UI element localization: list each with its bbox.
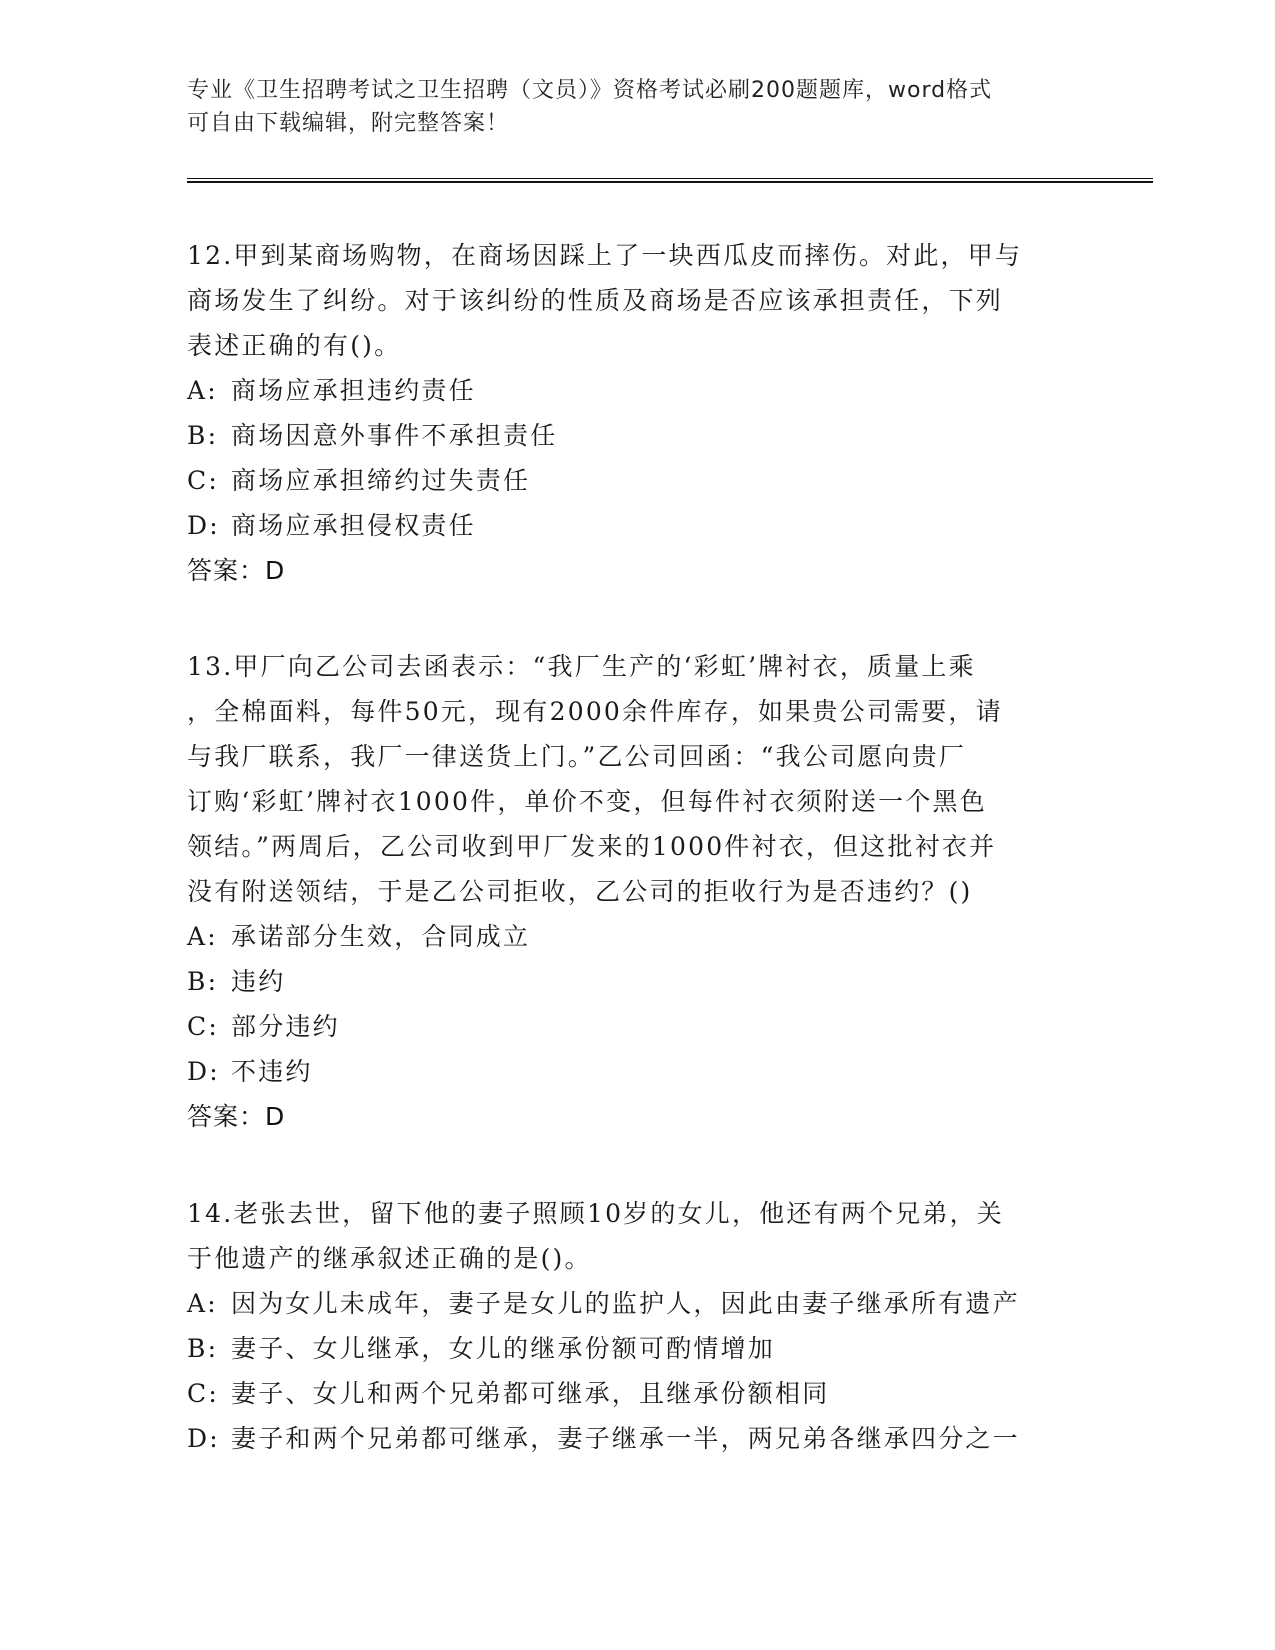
option-text: 商场应承担侵权责任 [231,511,476,540]
question-stem-line: 订购‘彩虹’牌衬衣1000件，单价不变，但每件衬衣须附送一个黑色 [187,787,987,816]
option-c [187,1004,1077,1049]
answer-label: 答案：D [187,556,286,585]
option-letter: B: [187,1334,219,1363]
option-letter: B: [187,421,219,450]
option-text: 妻子、女儿继承，女儿的继承份额可酌情增加 [231,1334,776,1363]
question-stem-line: 商场发生了纠纷。对于该纠纷的性质及商场是否应该承担责任，下列 [187,286,1004,315]
header-divider [187,178,1153,183]
option-text: 商场应承担缔约过失责任 [231,466,531,495]
option-letter: A: [187,376,218,405]
option-text: 部分违约 [231,1012,340,1041]
option-a [187,1281,1077,1326]
question-stem-line: 表述正确的有()。 [187,331,402,360]
option-letter: A: [187,922,218,951]
option-letter: D: [187,1424,220,1453]
question-stem-line: 13.甲厂向乙公司去函表示：“我厂生产的‘彩虹’牌衬衣，质量上乘 [187,652,976,681]
option-d [187,503,1077,548]
option-letter: A: [187,1289,218,1318]
option-letter: C: [187,466,219,495]
option-letter: B: [187,967,219,996]
option-b [187,959,1077,1004]
question-stem-line: 12.甲到某商场购物，在商场因踩上了一块西瓜皮而摔伤。对此，甲与 [187,241,1023,270]
option-letter: C: [187,1379,219,1408]
option-text: 不违约 [231,1057,313,1086]
option-text: 因为女儿未成年，妻子是女儿的监护人，因此由妻子继承所有遗产 [231,1289,1020,1318]
question-stem-line: ，全棉面料，每件50元，现有2000余件库存，如果贵公司需要，请 [187,697,1003,726]
option-text: 承诺部分生效，合同成立 [231,922,531,951]
question-stem-line: 与我厂联系，我厂一律送货上门。”乙公司回函：“我公司愿向贵厂 [187,742,967,771]
option-b [187,1326,1077,1371]
question-stem-line: 于他遗产的继承叙述正确的是()。 [187,1244,592,1273]
question-stem-line: 没有附送领结，于是乙公司拒收，乙公司的拒收行为是否违约？() [187,877,973,906]
option-text: 商场应承担违约责任 [231,376,476,405]
question-stem-line: 领结。”两周后，乙公司收到甲厂发来的1000件衬衣，但这批衬衣并 [187,832,997,861]
option-d [187,1416,1077,1461]
question-14 [187,1191,1077,1461]
question-stem-line: 14.老张去世，留下他的妻子照顾10岁的女儿，他还有两个兄弟，关 [187,1199,1004,1228]
document-header [187,74,1067,140]
header-title-line-2: 可自由下载编辑，附完整答案！ [187,111,510,136]
option-a [187,914,1077,959]
option-letter: D: [187,1057,220,1086]
option-text: 违约 [231,967,286,996]
option-c [187,1371,1077,1416]
option-text: 商场因意外事件不承担责任 [231,421,558,450]
question-12 [187,233,1077,593]
option-c [187,458,1077,503]
option-b [187,413,1077,458]
option-a [187,368,1077,413]
option-text: 妻子、女儿和两个兄弟都可继承，且继承份额相同 [231,1379,830,1408]
option-letter: D: [187,511,220,540]
option-letter: C: [187,1012,219,1041]
option-text: 妻子和两个兄弟都可继承，妻子继承一半，两兄弟各继承四分之一 [231,1424,1020,1453]
option-d [187,1049,1077,1094]
question-13 [187,644,1077,1139]
header-title-line-1: 专业《卫生招聘考试之卫生招聘（文员）》资格考试必刷200题题库，word格式 [187,78,993,103]
answer-label: 答案：D [187,1102,286,1131]
